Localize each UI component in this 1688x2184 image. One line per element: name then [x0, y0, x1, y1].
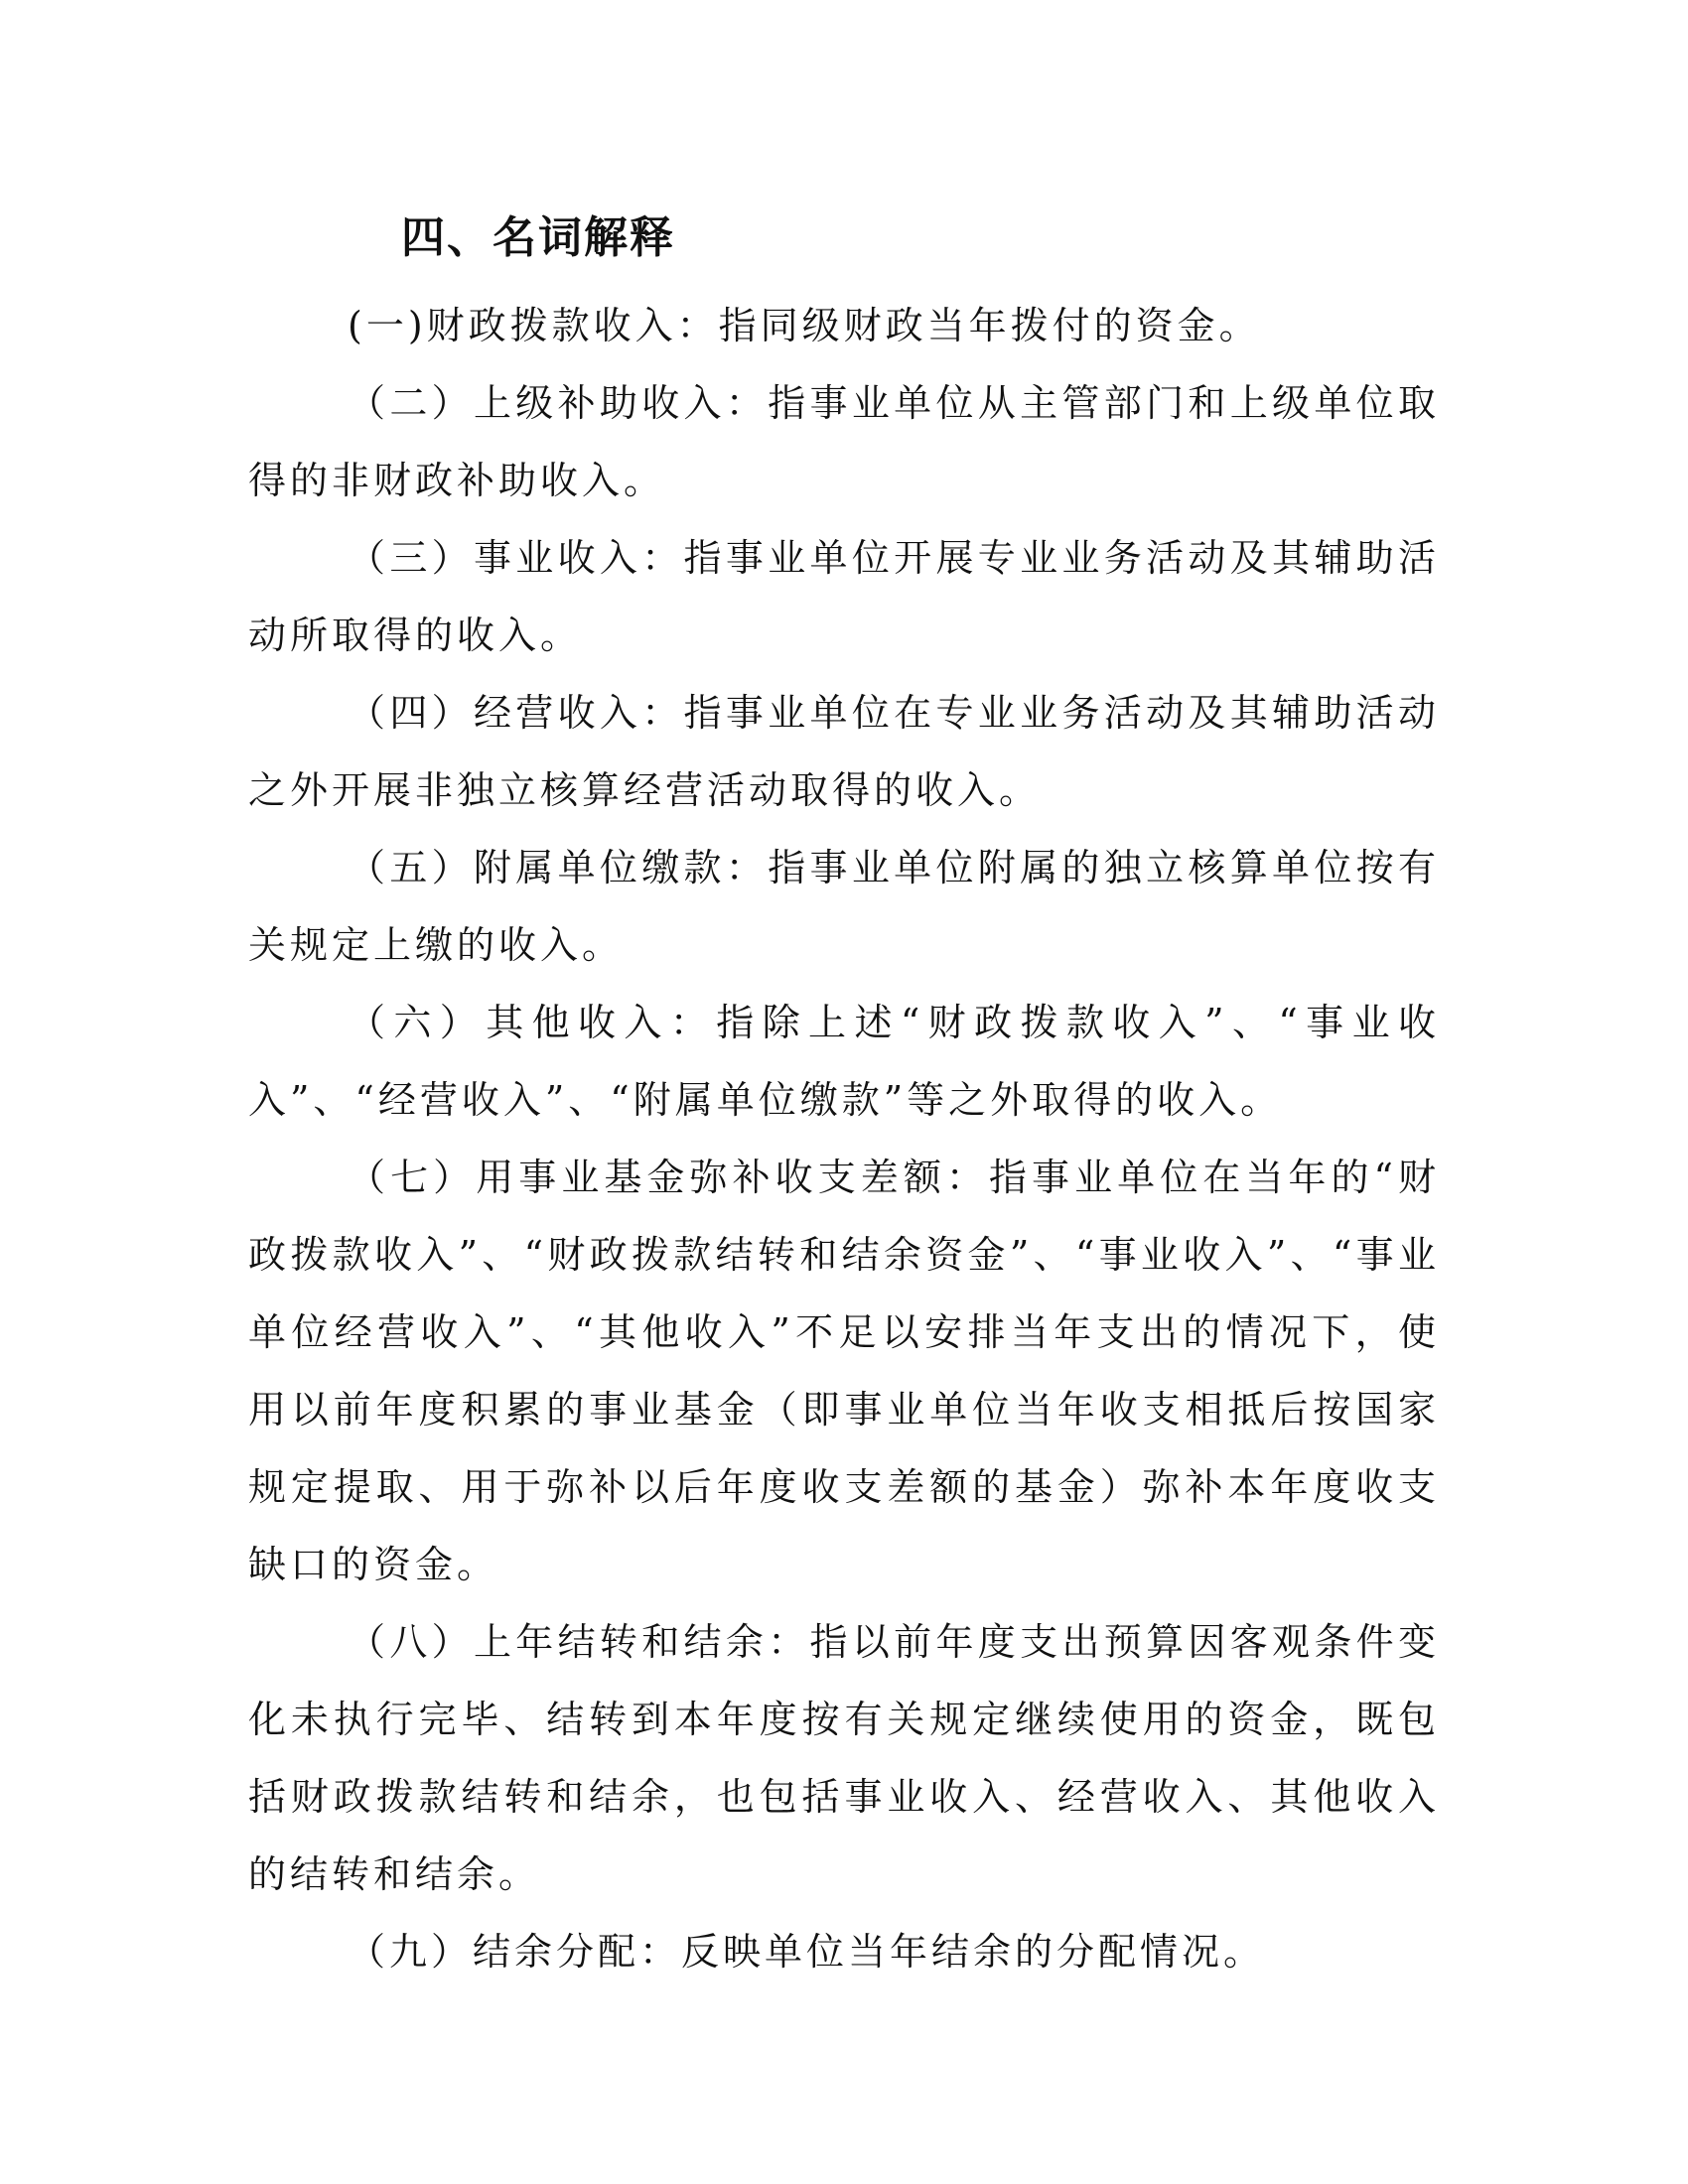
paragraph-4: （四）经营收入：指事业单位在专业业务活动及其辅助活动之外开展非独立核算经营活动取得的收入。 [248, 691, 1440, 812]
paragraph-9: （九）结余分配：反映单位当年结余的分配情况。 [348, 1930, 1266, 1974]
document-page [248, 208, 1440, 1990]
paragraph-2: （二）上级补助收入：指事业单位从主管部门和上级单位取得的非财政补助收入。 [248, 381, 1440, 502]
paragraph-1: (一)财政拨款收入：指同级财政当年拨付的资金。 [348, 304, 1261, 347]
paragraph-3: （三）事业收入：指事业单位开展专业业务活动及其辅助活动所取得的收入。 [248, 536, 1440, 657]
paragraph-5: （五）附属单位缴款：指事业单位附属的独立核算单位按有关规定上缴的收入。 [248, 846, 1440, 967]
section-heading: 四、名词解释 [401, 212, 675, 263]
paragraph-8: （八）上年结转和结余：指以前年度支出预算因客观条件变化未执行完毕、结转到本年度按有关规定继续使用的资金，既包括财政拨款结转和结余，也包括事业收入、经营收入、其他收入的结转和结余。 [248, 1620, 1440, 1896]
paragraph-7: （七）用事业基金弥补收支差额：指事业单位在当年的“财政拨款收入”、“财政拨款结转和结余资金”、“事业收入”、“事业单位经营收入”、“其他收入”不足以安排当年支出的情况下，使用以前年度积累的事业基金（即事业单位当年收支相抵后按国家规定提取、用于弥补以后年度收支差额的基金）弥补本年度收支缺口的资金。 [248, 1156, 1440, 1586]
paragraph-6: （六）其他收入：指除上述“财政拨款收入”、“事业收入”、“经营收入”、“附属单位缴款”等之外取得的收入。 [248, 1001, 1440, 1122]
